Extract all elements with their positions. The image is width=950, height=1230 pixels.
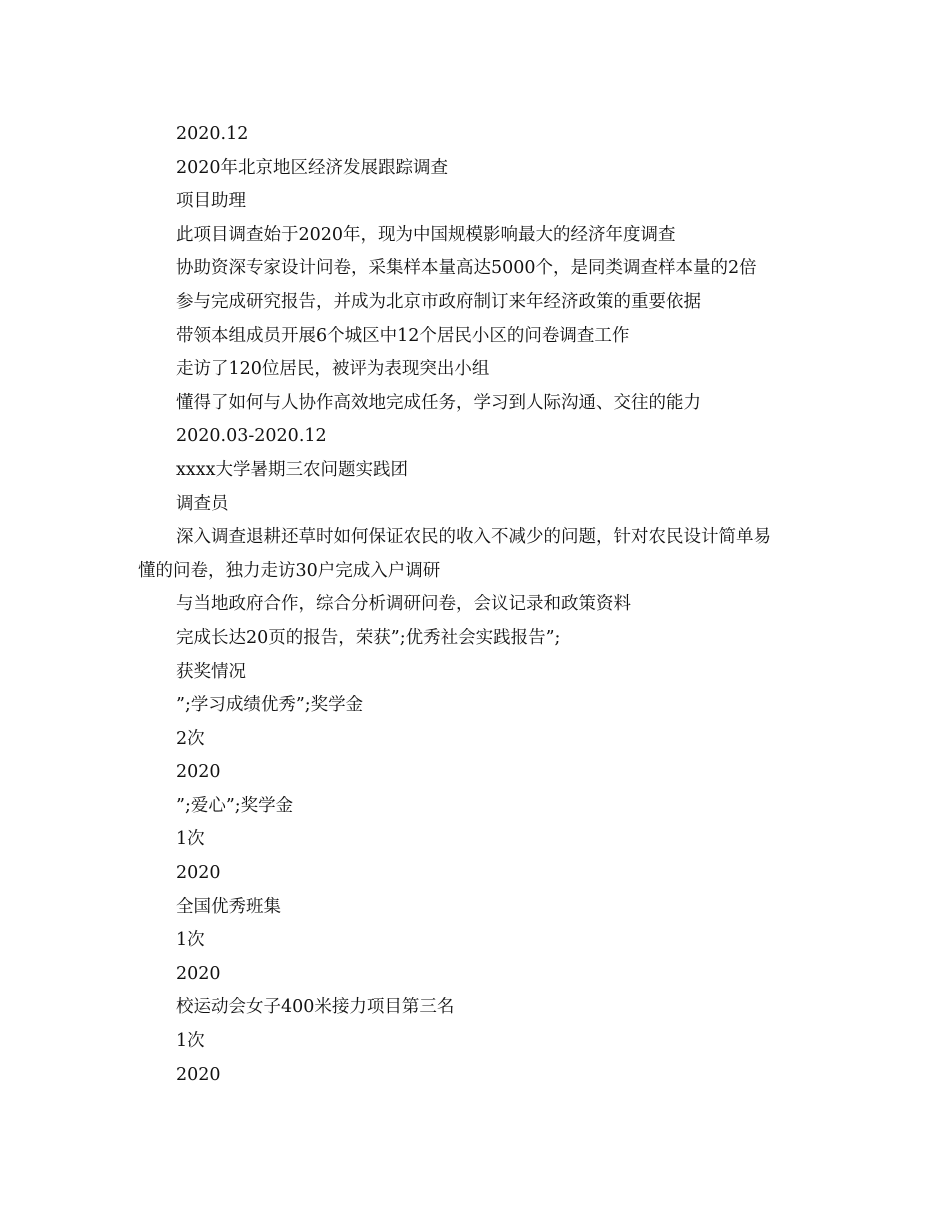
text-line: 2020.12 bbox=[176, 124, 249, 144]
award-year: 2020 bbox=[176, 863, 221, 884]
award-name: 全国优秀班集 bbox=[176, 896, 281, 917]
section-heading: 获奖情况 bbox=[176, 661, 246, 682]
text-line: 项目助理 bbox=[176, 191, 246, 212]
text-line: 完成长达20页的报告，荣获”;优秀社会实践报告”; bbox=[176, 627, 561, 648]
award-name: ”;爱心”;奖学金 bbox=[176, 795, 294, 816]
award-count: 2次 bbox=[176, 728, 205, 749]
text-line: 参与完成研究报告，并成为北京市政府制订来年经济政策的重要依据 bbox=[176, 291, 701, 312]
document-body bbox=[138, 118, 828, 1092]
award-count: 1次 bbox=[176, 829, 205, 850]
award-year: 2020 bbox=[176, 762, 221, 783]
text-line: 协助资深专家设计问卷，采集样本量高达5000个，是同类调查样本量的2倍 bbox=[176, 258, 757, 279]
award-year: 2020 bbox=[176, 963, 221, 984]
text-line: 与当地政府合作，综合分析调研问卷，会议记录和政策资料 bbox=[176, 594, 631, 615]
award-name: ”;学习成绩优秀”;奖学金 bbox=[176, 695, 364, 716]
text-line: 调查员 bbox=[176, 493, 229, 514]
paragraph-continuation: 懂的问卷，独力走访30户完成入户调研 bbox=[138, 560, 441, 581]
text-line: xxxx大学暑期三农问题实践团 bbox=[176, 459, 408, 480]
text-line: 懂得了如何与人协作高效地完成任务，学习到人际沟通、交往的能力 bbox=[176, 392, 701, 413]
award-count: 1次 bbox=[176, 1031, 205, 1052]
award-count: 1次 bbox=[176, 930, 205, 951]
text-line: 走访了120位居民，被评为表现突出小组 bbox=[176, 359, 490, 380]
award-name: 校运动会女子400米接力项目第三名 bbox=[176, 997, 455, 1018]
award-year: 2020 bbox=[176, 1064, 221, 1085]
text-line: 带领本组成员开展6个城区中12个居民小区的问卷调查工作 bbox=[176, 325, 630, 346]
text-line: 2020.03-2020.12 bbox=[176, 426, 327, 447]
text-line: 2020年北京地区经济发展跟踪调查 bbox=[176, 157, 449, 178]
paragraph-first-line: 深入调查退耕还草时如何保证农民的收入不减少的问题，针对农民设计简单易 bbox=[176, 527, 771, 548]
text-line: 此项目调查始于2020年，现为中国规模影响最大的经济年度调查 bbox=[176, 224, 676, 245]
